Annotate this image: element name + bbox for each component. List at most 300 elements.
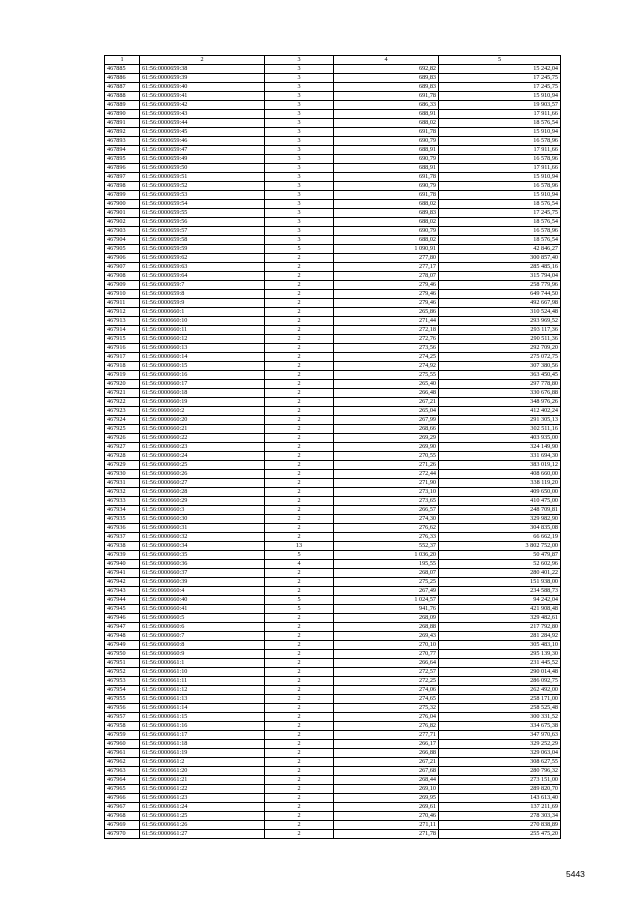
row-number-cell: 467937 <box>105 533 140 542</box>
group-cell: 2 <box>265 290 334 299</box>
cadastral-value-cell: 143 613,40 <box>439 794 561 803</box>
row-number-cell: 467890 <box>105 110 140 119</box>
cadastral-value-cell: 329 982,90 <box>439 515 561 524</box>
table-row <box>105 533 561 542</box>
cadastral-value-cell: 412 402,24 <box>439 407 561 416</box>
group-cell: 5 <box>265 605 334 614</box>
row-number-cell: 467921 <box>105 389 140 398</box>
specific-value-cell: 686,33 <box>334 101 439 110</box>
specific-value-cell: 276,62 <box>334 524 439 533</box>
cadastral-number-cell: 61:56:0000659:39 <box>140 74 265 83</box>
cadastral-number-cell: 61:56:0000659:52 <box>140 182 265 191</box>
table-row <box>105 488 561 497</box>
specific-value-cell: 274,92 <box>334 362 439 371</box>
row-number-cell: 467909 <box>105 281 140 290</box>
cadastral-value-cell: 248 709,81 <box>439 506 561 515</box>
table-row <box>105 128 561 137</box>
column-header-3: 3 <box>265 56 334 65</box>
specific-value-cell: 688,02 <box>334 119 439 128</box>
specific-value-cell: 692,82 <box>334 65 439 74</box>
cadastral-number-cell: 61:56:0000660:22 <box>140 434 265 443</box>
row-number-cell: 467949 <box>105 641 140 650</box>
cadastral-number-cell: 61:56:0000659:41 <box>140 92 265 101</box>
table-row <box>105 371 561 380</box>
specific-value-cell: 688,91 <box>334 110 439 119</box>
row-number-cell: 467968 <box>105 812 140 821</box>
group-cell: 2 <box>265 749 334 758</box>
table-row <box>105 74 561 83</box>
cadastral-number-cell: 61:56:0000659:51 <box>140 173 265 182</box>
cadastral-number-cell: 61:56:0000661:22 <box>140 785 265 794</box>
specific-value-cell: 268,66 <box>334 425 439 434</box>
specific-value-cell: 270,55 <box>334 452 439 461</box>
cadastral-value-cell: 19 903,57 <box>439 101 561 110</box>
cadastral-number-cell: 61:56:0000661:20 <box>140 767 265 776</box>
table-row <box>105 686 561 695</box>
cadastral-value-cell: 16 578,96 <box>439 137 561 146</box>
cadastral-value-cell: 286 092,75 <box>439 677 561 686</box>
group-cell: 3 <box>265 182 334 191</box>
cadastral-value-cell: 290 014,48 <box>439 668 561 677</box>
cadastral-value-cell: 338 119,20 <box>439 479 561 488</box>
specific-value-cell: 278,07 <box>334 272 439 281</box>
group-cell: 2 <box>265 326 334 335</box>
cadastral-number-cell: 61:56:0000660:14 <box>140 353 265 362</box>
cadastral-number-cell: 61:56:0000659:45 <box>140 128 265 137</box>
row-number-cell: 467916 <box>105 344 140 353</box>
table-row <box>105 425 561 434</box>
cadastral-number-cell: 61:56:0000660:26 <box>140 470 265 479</box>
row-number-cell: 467904 <box>105 236 140 245</box>
specific-value-cell: 268,09 <box>334 614 439 623</box>
cadastral-number-cell: 61:56:0000660:30 <box>140 515 265 524</box>
cadastral-value-cell: 295 139,30 <box>439 650 561 659</box>
group-cell: 2 <box>265 632 334 641</box>
cadastral-number-cell: 61:56:0000660:24 <box>140 452 265 461</box>
group-cell: 2 <box>265 695 334 704</box>
specific-value-cell: 276,82 <box>334 722 439 731</box>
cadastral-value-cell: 331 694,30 <box>439 452 561 461</box>
group-cell: 3 <box>265 83 334 92</box>
row-number-cell: 467903 <box>105 227 140 236</box>
row-number-cell: 467946 <box>105 614 140 623</box>
cadastral-number-cell: 61:56:0000660:19 <box>140 398 265 407</box>
group-cell: 2 <box>265 380 334 389</box>
row-number-cell: 467929 <box>105 461 140 470</box>
table-row <box>105 767 561 776</box>
cadastral-value-cell: 408 660,00 <box>439 470 561 479</box>
group-cell: 2 <box>265 659 334 668</box>
group-cell: 2 <box>265 425 334 434</box>
specific-value-cell: 275,25 <box>334 578 439 587</box>
cadastral-number-cell: 61:56:0000659:64 <box>140 272 265 281</box>
cadastral-value-cell: 15 910,94 <box>439 191 561 200</box>
group-cell: 2 <box>265 497 334 506</box>
row-number-cell: 467914 <box>105 326 140 335</box>
cadastral-number-cell: 61:56:0000660:18 <box>140 389 265 398</box>
table-row <box>105 290 561 299</box>
cadastral-number-cell: 61:56:0000660:11 <box>140 326 265 335</box>
row-number-cell: 467911 <box>105 299 140 308</box>
cadastral-number-cell: 61:56:0000659:9 <box>140 299 265 308</box>
group-cell: 2 <box>265 488 334 497</box>
cadastral-value-cell: 290 511,36 <box>439 335 561 344</box>
cadastral-value-cell: 16 578,96 <box>439 227 561 236</box>
cadastral-value-cell: 421 908,48 <box>439 605 561 614</box>
cadastral-value-cell: 18 576,54 <box>439 119 561 128</box>
table-row <box>105 524 561 533</box>
row-number-cell: 467943 <box>105 587 140 596</box>
specific-value-cell: 270,10 <box>334 641 439 650</box>
cadastral-value-cell: 330 676,88 <box>439 389 561 398</box>
group-cell: 3 <box>265 209 334 218</box>
specific-value-cell: 269,43 <box>334 632 439 641</box>
row-number-cell: 467901 <box>105 209 140 218</box>
specific-value-cell: 267,21 <box>334 398 439 407</box>
group-cell: 2 <box>265 533 334 542</box>
table-row <box>105 605 561 614</box>
specific-value-cell: 690,79 <box>334 227 439 236</box>
table-header-row <box>105 56 561 65</box>
cadastral-value-cell: 151 938,00 <box>439 578 561 587</box>
table-row <box>105 776 561 785</box>
group-cell: 2 <box>265 569 334 578</box>
specific-value-cell: 273,10 <box>334 488 439 497</box>
row-number-cell: 467887 <box>105 83 140 92</box>
cadastral-number-cell: 61:56:0000659:42 <box>140 101 265 110</box>
specific-value-cell: 279,46 <box>334 290 439 299</box>
table-row <box>105 758 561 767</box>
table-row <box>105 218 561 227</box>
table-row <box>105 704 561 713</box>
cadastral-number-cell: 61:56:0000659:54 <box>140 200 265 209</box>
cadastral-value-cell: 305 483,10 <box>439 641 561 650</box>
cadastral-value-cell: 307 380,56 <box>439 362 561 371</box>
table-row <box>105 380 561 389</box>
row-number-cell: 467970 <box>105 830 140 839</box>
table-row <box>105 506 561 515</box>
table-row <box>105 542 561 551</box>
specific-value-cell: 269,10 <box>334 785 439 794</box>
table-row <box>105 83 561 92</box>
cadastral-value-cell: 329 063,04 <box>439 749 561 758</box>
specific-value-cell: 941,76 <box>334 605 439 614</box>
row-number-cell: 467932 <box>105 488 140 497</box>
group-cell: 2 <box>265 308 334 317</box>
group-cell: 2 <box>265 587 334 596</box>
cadastral-number-cell: 61:56:0000660:15 <box>140 362 265 371</box>
cadastral-number-cell: 61:56:0000661:16 <box>140 722 265 731</box>
row-number-cell: 467969 <box>105 821 140 830</box>
table-row <box>105 164 561 173</box>
row-number-cell: 467902 <box>105 218 140 227</box>
specific-value-cell: 691,78 <box>334 128 439 137</box>
specific-value-cell: 265,04 <box>334 407 439 416</box>
specific-value-cell: 266,48 <box>334 389 439 398</box>
specific-value-cell: 272,44 <box>334 470 439 479</box>
specific-value-cell: 552,37 <box>334 542 439 551</box>
cadastral-number-cell: 61:56:0000659:62 <box>140 254 265 263</box>
specific-value-cell: 273,65 <box>334 497 439 506</box>
row-number-cell: 467922 <box>105 398 140 407</box>
group-cell: 2 <box>265 434 334 443</box>
cadastral-number-cell: 61:56:0000660:21 <box>140 425 265 434</box>
cadastral-number-cell: 61:56:0000659:59 <box>140 245 265 254</box>
cadastral-number-cell: 61:56:0000660:13 <box>140 344 265 353</box>
cadastral-value-cell: 278 303,34 <box>439 812 561 821</box>
row-number-cell: 467919 <box>105 371 140 380</box>
cadastral-value-cell: 258 779,96 <box>439 281 561 290</box>
row-number-cell: 467945 <box>105 605 140 614</box>
table-row <box>105 173 561 182</box>
cadastral-value-cell: 410 475,00 <box>439 497 561 506</box>
specific-value-cell: 270,46 <box>334 812 439 821</box>
cadastral-number-cell: 61:56:0000660:3 <box>140 506 265 515</box>
row-number-cell: 467934 <box>105 506 140 515</box>
table-row <box>105 794 561 803</box>
specific-value-cell: 279,46 <box>334 299 439 308</box>
specific-value-cell: 266,64 <box>334 659 439 668</box>
cadastral-value-cell: 258 525,48 <box>439 704 561 713</box>
table-row <box>105 308 561 317</box>
cadastral-number-cell: 61:56:0000660:23 <box>140 443 265 452</box>
row-number-cell: 467905 <box>105 245 140 254</box>
table-row <box>105 659 561 668</box>
cadastral-number-cell: 61:56:0000661:11 <box>140 677 265 686</box>
table-row <box>105 749 561 758</box>
specific-value-cell: 1 090,91 <box>334 245 439 254</box>
group-cell: 5 <box>265 551 334 560</box>
group-cell: 2 <box>265 416 334 425</box>
specific-value-cell: 266,88 <box>334 749 439 758</box>
table-row <box>105 407 561 416</box>
group-cell: 3 <box>265 101 334 110</box>
cadastral-value-cell: 17 911,66 <box>439 110 561 119</box>
cadastral-number-cell: 61:56:0000661:13 <box>140 695 265 704</box>
cadastral-value-cell: 324 149,90 <box>439 443 561 452</box>
specific-value-cell: 688,91 <box>334 146 439 155</box>
table-row <box>105 479 561 488</box>
row-number-cell: 467941 <box>105 569 140 578</box>
row-number-cell: 467959 <box>105 731 140 740</box>
row-number-cell: 467948 <box>105 632 140 641</box>
group-cell: 2 <box>265 272 334 281</box>
page-number: 5443 <box>566 869 585 879</box>
group-cell: 2 <box>265 254 334 263</box>
row-number-cell: 467906 <box>105 254 140 263</box>
specific-value-cell: 1 036,20 <box>334 551 439 560</box>
group-cell: 2 <box>265 461 334 470</box>
table-row <box>105 821 561 830</box>
group-cell: 2 <box>265 389 334 398</box>
specific-value-cell: 269,29 <box>334 434 439 443</box>
row-number-cell: 467955 <box>105 695 140 704</box>
group-cell: 2 <box>265 578 334 587</box>
table-row <box>105 335 561 344</box>
group-cell: 2 <box>265 677 334 686</box>
row-number-cell: 467967 <box>105 803 140 812</box>
cadastral-value-cell: 17 911,66 <box>439 164 561 173</box>
group-cell: 4 <box>265 560 334 569</box>
group-cell: 2 <box>265 407 334 416</box>
group-cell: 3 <box>265 218 334 227</box>
cadastral-number-cell: 61:56:0000661:26 <box>140 821 265 830</box>
cadastral-value-cell: 289 820,70 <box>439 785 561 794</box>
specific-value-cell: 273,56 <box>334 344 439 353</box>
table-row <box>105 155 561 164</box>
cadastral-value-table <box>104 55 561 839</box>
cadastral-value-cell: 308 627,55 <box>439 758 561 767</box>
cadastral-number-cell: 61:56:0000660:31 <box>140 524 265 533</box>
specific-value-cell: 688,02 <box>334 218 439 227</box>
row-number-cell: 467950 <box>105 650 140 659</box>
cadastral-value-cell: 285 485,16 <box>439 263 561 272</box>
group-cell: 2 <box>265 299 334 308</box>
group-cell: 2 <box>265 641 334 650</box>
table-row <box>105 677 561 686</box>
row-number-cell: 467953 <box>105 677 140 686</box>
row-number-cell: 467935 <box>105 515 140 524</box>
row-number-cell: 467944 <box>105 596 140 605</box>
cadastral-value-cell: 52 602,96 <box>439 560 561 569</box>
cadastral-number-cell: 61:56:0000660:5 <box>140 614 265 623</box>
specific-value-cell: 272,57 <box>334 668 439 677</box>
cadastral-value-cell: 275 072,75 <box>439 353 561 362</box>
table-row <box>105 326 561 335</box>
table-row <box>105 731 561 740</box>
specific-value-cell: 690,79 <box>334 155 439 164</box>
group-cell: 2 <box>265 515 334 524</box>
cadastral-value-cell: 231 445,52 <box>439 659 561 668</box>
specific-value-cell: 271,11 <box>334 821 439 830</box>
table-row <box>105 470 561 479</box>
cadastral-value-cell: 16 578,96 <box>439 155 561 164</box>
row-number-cell: 467931 <box>105 479 140 488</box>
specific-value-cell: 266,57 <box>334 506 439 515</box>
cadastral-value-cell: 293 117,36 <box>439 326 561 335</box>
table-row <box>105 353 561 362</box>
row-number-cell: 467940 <box>105 560 140 569</box>
table-row <box>105 650 561 659</box>
row-number-cell: 467896 <box>105 164 140 173</box>
table-row <box>105 254 561 263</box>
cadastral-value-cell: 18 576,54 <box>439 218 561 227</box>
row-number-cell: 467956 <box>105 704 140 713</box>
cadastral-number-cell: 61:56:0000660:9 <box>140 650 265 659</box>
group-cell: 2 <box>265 722 334 731</box>
specific-value-cell: 267,21 <box>334 758 439 767</box>
cadastral-value-cell: 94 242,04 <box>439 596 561 605</box>
table-row <box>105 209 561 218</box>
specific-value-cell: 690,79 <box>334 182 439 191</box>
specific-value-cell: 691,78 <box>334 191 439 200</box>
cadastral-number-cell: 61:56:0000659:44 <box>140 119 265 128</box>
group-cell: 2 <box>265 470 334 479</box>
table-row <box>105 587 561 596</box>
group-cell: 3 <box>265 200 334 209</box>
cadastral-value-cell: 17 245,75 <box>439 74 561 83</box>
cadastral-number-cell: 61:56:0000659:46 <box>140 137 265 146</box>
table-row <box>105 146 561 155</box>
cadastral-value-cell: 15 910,94 <box>439 92 561 101</box>
table-row <box>105 398 561 407</box>
cadastral-number-cell: 61:56:0000659:7 <box>140 281 265 290</box>
cadastral-number-cell: 61:56:0000659:63 <box>140 263 265 272</box>
cadastral-value-cell: 383 019,12 <box>439 461 561 470</box>
group-cell: 2 <box>265 830 334 839</box>
cadastral-value-cell: 281 284,92 <box>439 632 561 641</box>
specific-value-cell: 690,79 <box>334 137 439 146</box>
table-row <box>105 137 561 146</box>
row-number-cell: 467962 <box>105 758 140 767</box>
table-row <box>105 101 561 110</box>
cadastral-value-cell: 297 778,80 <box>439 380 561 389</box>
specific-value-cell: 689,83 <box>334 209 439 218</box>
cadastral-number-cell: 61:56:0000660:28 <box>140 488 265 497</box>
cadastral-value-cell: 363 450,45 <box>439 371 561 380</box>
specific-value-cell: 267,49 <box>334 587 439 596</box>
specific-value-cell: 271,44 <box>334 317 439 326</box>
group-cell: 3 <box>265 155 334 164</box>
cadastral-number-cell: 61:56:0000660:37 <box>140 569 265 578</box>
group-cell: 3 <box>265 164 334 173</box>
group-cell: 2 <box>265 704 334 713</box>
group-cell: 2 <box>265 758 334 767</box>
cadastral-value-cell: 280 401,22 <box>439 569 561 578</box>
row-number-cell: 467889 <box>105 101 140 110</box>
row-number-cell: 467895 <box>105 155 140 164</box>
cadastral-number-cell: 61:56:0000660:29 <box>140 497 265 506</box>
group-cell: 2 <box>265 263 334 272</box>
table-row <box>105 812 561 821</box>
cadastral-value-cell: 329 252,29 <box>439 740 561 749</box>
specific-value-cell: 272,76 <box>334 335 439 344</box>
specific-value-cell: 274,65 <box>334 695 439 704</box>
group-cell: 2 <box>265 371 334 380</box>
table-row <box>105 245 561 254</box>
cadastral-number-cell: 61:56:0000661:18 <box>140 740 265 749</box>
row-number-cell: 467917 <box>105 353 140 362</box>
row-number-cell: 467965 <box>105 785 140 794</box>
group-cell: 3 <box>265 92 334 101</box>
group-cell: 2 <box>265 812 334 821</box>
cadastral-value-cell: 334 675,38 <box>439 722 561 731</box>
row-number-cell: 467892 <box>105 128 140 137</box>
group-cell: 2 <box>265 740 334 749</box>
table-row <box>105 299 561 308</box>
group-cell: 2 <box>265 767 334 776</box>
specific-value-cell: 688,02 <box>334 200 439 209</box>
cadastral-number-cell: 61:56:0000660:34 <box>140 542 265 551</box>
group-cell: 2 <box>265 668 334 677</box>
row-number-cell: 467960 <box>105 740 140 749</box>
specific-value-cell: 271,90 <box>334 479 439 488</box>
row-number-cell: 467908 <box>105 272 140 281</box>
group-cell: 2 <box>265 713 334 722</box>
table-row <box>105 119 561 128</box>
group-cell: 2 <box>265 344 334 353</box>
cadastral-value-cell: 270 838,89 <box>439 821 561 830</box>
cadastral-value-cell: 403 935,00 <box>439 434 561 443</box>
row-number-cell: 467899 <box>105 191 140 200</box>
specific-value-cell: 267,99 <box>334 416 439 425</box>
group-cell: 2 <box>265 776 334 785</box>
cadastral-value-cell: 17 911,66 <box>439 146 561 155</box>
row-number-cell: 467952 <box>105 668 140 677</box>
row-number-cell: 467920 <box>105 380 140 389</box>
cadastral-value-cell: 262 492,00 <box>439 686 561 695</box>
table-row <box>105 317 561 326</box>
